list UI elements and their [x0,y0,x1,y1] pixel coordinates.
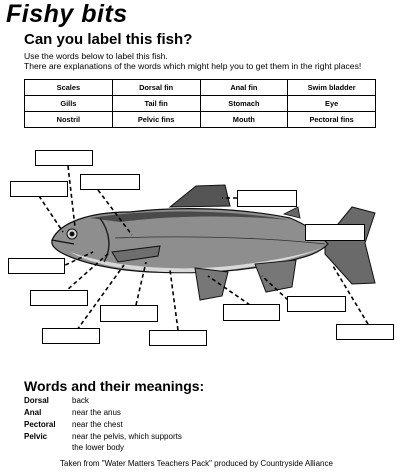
meaning-definition: near the chest [72,420,123,429]
worksheet-title: Fishy bits [6,0,128,28]
meanings-title: Words and their meanings: [24,378,205,394]
answer-box[interactable] [30,290,88,306]
meaning-term: Pelvic [24,432,48,441]
word-cell: Stomach [200,96,288,112]
word-cell: Swim bladder [288,80,376,96]
answer-box[interactable] [287,296,346,312]
answer-box[interactable] [223,304,280,321]
answer-box[interactable] [237,190,297,207]
answer-box[interactable] [149,330,207,346]
answer-box[interactable] [10,181,68,197]
word-cell: Eye [288,96,376,112]
word-cell: Anal fin [200,80,288,96]
meaning-definition-continued: the lower body [72,443,125,452]
meaning-definition: near the anus [72,408,121,417]
meaning-term: Anal [24,408,42,417]
leader-line [68,166,75,227]
word-cell: Pelvic fins [112,112,200,128]
meaning-term: Pectoral [24,420,56,429]
word-cell: Nostril [25,112,113,128]
pelvic-fin-shape [195,268,228,300]
word-cell: Scales [25,80,113,96]
answer-box[interactable] [8,258,65,274]
meaning-term: Dorsal [24,396,49,405]
answer-box[interactable] [35,150,93,166]
adipose-fin-shape [284,207,300,218]
answer-box[interactable] [100,305,158,322]
answer-box[interactable] [336,324,394,340]
meaning-definition: back [72,396,89,405]
fish-illustration [52,185,375,300]
word-cell: Dorsal fin [112,80,200,96]
source-credit: Taken from "Water Matters Teachers Pack" produced by Countryside Alliance [60,459,333,468]
anal-fin-shape [255,260,296,292]
leader-line [39,196,63,232]
worksheet-subtitle: Can you label this fish? [24,31,193,48]
word-cell: Pectoral fins [288,112,376,128]
tail-fin-shape [325,207,375,284]
eye-pupil [70,232,75,237]
dorsal-fin-shape [170,185,230,207]
answer-box[interactable] [305,224,365,241]
word-cell: Mouth [200,112,288,128]
instruction-line-2: There are explanations of the words which might help you to get them in the right places! [24,61,362,71]
instruction-line-1: Use the words below to label this fish. [24,51,168,61]
word-cell: Gills [25,96,113,112]
word-cell: Tail fin [112,96,200,112]
leader-line [170,270,178,330]
answer-box[interactable] [80,174,140,190]
answer-box[interactable] [42,328,100,344]
meaning-definition: near the pelvis, which supports [72,432,182,441]
